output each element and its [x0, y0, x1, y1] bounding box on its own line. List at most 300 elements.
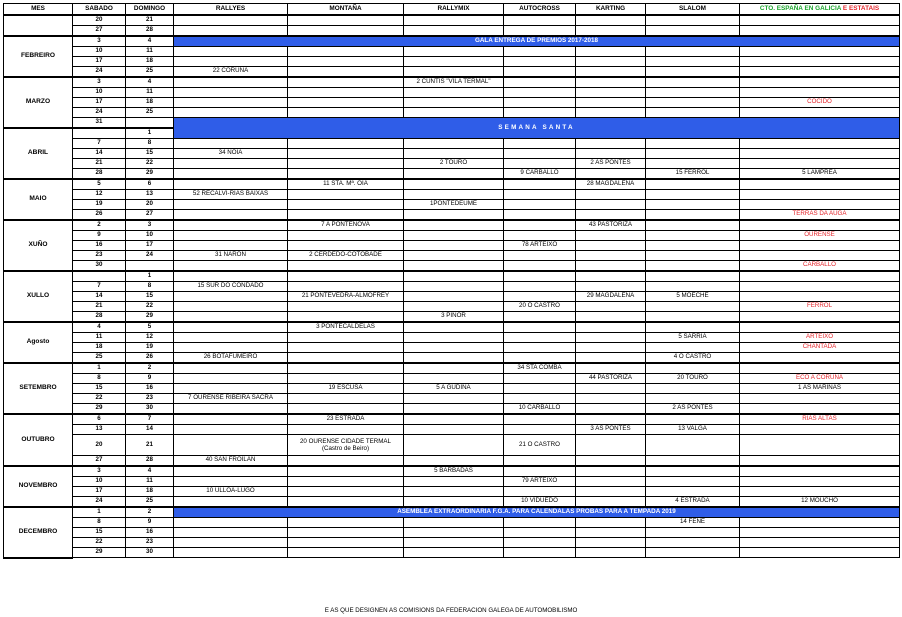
saturday-date: 15	[73, 384, 126, 394]
event-cell-rallyes	[174, 108, 288, 118]
table-row	[4, 98, 900, 108]
event-cell-rallymix	[404, 149, 504, 159]
event-cell-karting	[576, 251, 646, 261]
saturday-date: 21	[73, 302, 126, 312]
saturday-date	[73, 271, 126, 282]
event-cell-cto	[740, 466, 900, 477]
event-cell-montana	[288, 47, 404, 57]
event-cell-slalom	[646, 210, 740, 221]
event-cell-cto: ARTEIXO	[740, 333, 900, 343]
sunday-date: 14	[126, 425, 174, 435]
sunday-date: 4	[126, 466, 174, 477]
event-cell-karting	[576, 477, 646, 487]
event-cell-rallyes	[174, 404, 288, 415]
event-cell-slalom	[646, 15, 740, 26]
month-label	[4, 15, 73, 36]
sunday-date: 11	[126, 88, 174, 98]
event-cell-rallyes	[174, 159, 288, 169]
saturday-date: 17	[73, 98, 126, 108]
event-cell-autocross	[504, 374, 576, 384]
event-cell-montana: 23 ESTRADA	[288, 414, 404, 425]
sunday-date	[126, 118, 174, 129]
table-row	[4, 353, 900, 364]
event-cell-cto: RIAS ALTAS	[740, 414, 900, 425]
footer-note: E AS QUE DESIGNEN AS COMISIONS DA FEDERACION GALEGA DE AUTOMOBILISMO	[324, 607, 578, 614]
table-row	[4, 231, 900, 241]
table-row	[4, 425, 900, 435]
event-cell-cto	[740, 77, 900, 88]
event-cell-karting	[576, 15, 646, 26]
table-row	[4, 190, 900, 200]
event-cell-rallyes	[174, 271, 288, 282]
table-row	[4, 251, 900, 261]
saturday-date	[73, 128, 126, 139]
event-cell-rallymix	[404, 374, 504, 384]
month-label: DECEMBRO	[4, 507, 73, 558]
event-cell-slalom	[646, 179, 740, 190]
table-row	[4, 333, 900, 343]
event-cell-rallymix	[404, 528, 504, 538]
event-cell-montana	[288, 169, 404, 180]
event-cell-montana: 7 A PONTENOVA	[288, 220, 404, 231]
saturday-date: 10	[73, 47, 126, 57]
event-cell-rallymix	[404, 548, 504, 558]
event-cell-rallymix	[404, 57, 504, 67]
event-cell-cto: 5 LAMPREA	[740, 169, 900, 180]
header-cto-estatais: E ESTATAIS	[841, 4, 880, 12]
table-row	[4, 179, 900, 190]
header-sabado: SABADO	[73, 4, 126, 16]
table-row	[4, 466, 900, 477]
event-cell-karting: 29 MAGDALENA	[576, 292, 646, 302]
event-cell-autocross	[504, 261, 576, 272]
event-cell-montana	[288, 343, 404, 353]
event-cell-cto	[740, 353, 900, 364]
event-cell-rallyes	[174, 425, 288, 435]
saturday-date: 23	[73, 251, 126, 261]
event-cell-autocross	[504, 231, 576, 241]
event-cell-rallyes	[174, 57, 288, 67]
table-row	[4, 108, 900, 118]
event-cell-karting	[576, 88, 646, 98]
event-cell-montana	[288, 466, 404, 477]
event-cell-autocross	[504, 292, 576, 302]
event-cell-montana	[288, 394, 404, 404]
table-row	[4, 36, 900, 47]
sunday-date: 23	[126, 538, 174, 548]
sunday-date: 5	[126, 322, 174, 333]
event-cell-rallymix: 5 BARBADAS	[404, 466, 504, 477]
event-cell-autocross: 10 CARBALLO	[504, 404, 576, 415]
event-cell-autocross	[504, 108, 576, 118]
event-cell-slalom	[646, 322, 740, 333]
saturday-date: 8	[73, 518, 126, 528]
event-cell-rallymix	[404, 251, 504, 261]
event-cell-rallymix	[404, 241, 504, 251]
table-row	[4, 394, 900, 404]
event-cell-slalom	[646, 57, 740, 67]
event-cell-slalom	[646, 466, 740, 477]
sunday-date: 17	[126, 241, 174, 251]
sunday-date: 8	[126, 139, 174, 149]
event-cell-rallymix	[404, 363, 504, 374]
event-cell-montana	[288, 518, 404, 528]
event-cell-karting	[576, 435, 646, 456]
event-cell-cto	[740, 190, 900, 200]
event-cell-rallymix	[404, 518, 504, 528]
event-cell-rallymix	[404, 292, 504, 302]
event-cell-montana	[288, 139, 404, 149]
event-cell-rallyes	[174, 497, 288, 508]
event-cell-cto: FERROL	[740, 302, 900, 312]
event-cell-montana	[288, 77, 404, 88]
event-cell-autocross	[504, 179, 576, 190]
table-row	[4, 548, 900, 558]
event-cell-rallymix	[404, 425, 504, 435]
sunday-date: 23	[126, 394, 174, 404]
event-cell-rallyes	[174, 241, 288, 251]
event-cell-rallymix	[404, 394, 504, 404]
event-cell-rallymix	[404, 231, 504, 241]
saturday-date: 2	[73, 220, 126, 231]
sunday-date: 30	[126, 548, 174, 558]
table-row	[4, 384, 900, 394]
saturday-date: 1	[73, 363, 126, 374]
event-cell-karting	[576, 548, 646, 558]
sunday-date: 10	[126, 231, 174, 241]
saturday-date: 29	[73, 548, 126, 558]
table-row	[4, 271, 900, 282]
table-row	[4, 487, 900, 497]
sunday-date: 16	[126, 384, 174, 394]
event-cell-cto	[740, 292, 900, 302]
saturday-date: 7	[73, 282, 126, 292]
saturday-date: 11	[73, 333, 126, 343]
month-label: FEBREIRO	[4, 36, 73, 77]
event-cell-rallyes: 31 NARON	[174, 251, 288, 261]
event-cell-rallyes	[174, 322, 288, 333]
event-cell-rallyes	[174, 77, 288, 88]
event-cell-karting	[576, 200, 646, 210]
month-label: OUTUBRO	[4, 414, 73, 466]
event-cell-cto: 12 MOUCHO	[740, 497, 900, 508]
event-cell-montana	[288, 497, 404, 508]
event-cell-autocross	[504, 88, 576, 98]
event-cell-cto	[740, 271, 900, 282]
event-cell-autocross	[504, 312, 576, 323]
month-label: MARZO	[4, 77, 73, 128]
header-rallyes: RALLYES	[174, 4, 288, 16]
event-cell-montana	[288, 302, 404, 312]
event-cell-autocross	[504, 282, 576, 292]
event-cell-karting	[576, 108, 646, 118]
event-cell-rallymix	[404, 333, 504, 343]
saturday-date: 10	[73, 477, 126, 487]
event-cell-montana	[288, 15, 404, 26]
sunday-date: 13	[126, 190, 174, 200]
event-cell-autocross: 10 VIDUEDO	[504, 497, 576, 508]
event-cell-rallymix	[404, 47, 504, 57]
table-row	[4, 149, 900, 159]
event-cell-slalom	[646, 159, 740, 169]
event-cell-cto: 1 AS MARIÑAS	[740, 384, 900, 394]
event-cell-rallyes	[174, 169, 288, 180]
sunday-date: 29	[126, 169, 174, 180]
saturday-date: 28	[73, 169, 126, 180]
event-cell-autocross	[504, 251, 576, 261]
event-cell-autocross	[504, 538, 576, 548]
event-cell-rallymix	[404, 108, 504, 118]
event-cell-rallymix	[404, 477, 504, 487]
event-cell-karting	[576, 414, 646, 425]
event-cell-slalom	[646, 282, 740, 292]
event-cell-rallyes: 22 CORUÑA	[174, 67, 288, 78]
event-cell-karting	[576, 282, 646, 292]
event-cell-rallyes	[174, 220, 288, 231]
sunday-date: 15	[126, 149, 174, 159]
event-cell-montana	[288, 149, 404, 159]
event-cell-cto	[740, 108, 900, 118]
table-row	[4, 169, 900, 180]
event-cell-montana: 3 PONTECALDELAS	[288, 322, 404, 333]
table-row	[4, 322, 900, 333]
saturday-date: 24	[73, 497, 126, 508]
saturday-date: 13	[73, 425, 126, 435]
event-cell-montana	[288, 159, 404, 169]
event-cell-cto	[740, 435, 900, 456]
event-cell-autocross: 21 O CASTRO	[504, 435, 576, 456]
event-cell-cto	[740, 220, 900, 231]
table-row	[4, 261, 900, 272]
event-cell-karting	[576, 231, 646, 241]
event-cell-autocross	[504, 98, 576, 108]
event-cell-montana	[288, 108, 404, 118]
event-cell-autocross	[504, 487, 576, 497]
sunday-date: 4	[126, 77, 174, 88]
event-cell-karting	[576, 149, 646, 159]
event-cell-autocross	[504, 200, 576, 210]
month-label: NOVEMBRO	[4, 466, 73, 507]
event-cell-rallyes	[174, 414, 288, 425]
table-row	[4, 67, 900, 78]
event-cell-karting	[576, 466, 646, 477]
sunday-date: 28	[126, 456, 174, 467]
event-cell-cto	[740, 538, 900, 548]
saturday-date: 30	[73, 261, 126, 272]
event-cell-montana	[288, 528, 404, 538]
event-cell-rallyes	[174, 98, 288, 108]
event-cell-rallyes	[174, 231, 288, 241]
event-banner: GALA ENTREGA DE PREMIOS 2017-2018	[174, 36, 900, 47]
event-cell-cto	[740, 139, 900, 149]
saturday-date: 24	[73, 67, 126, 78]
event-cell-autocross	[504, 149, 576, 159]
saturday-date: 14	[73, 149, 126, 159]
event-cell-slalom: 5 SARRIA	[646, 333, 740, 343]
event-cell-karting	[576, 404, 646, 415]
event-cell-montana	[288, 88, 404, 98]
table-row	[4, 118, 900, 129]
event-cell-karting	[576, 26, 646, 37]
sunday-date: 25	[126, 497, 174, 508]
event-cell-montana: 2 CERDEDO-COTOBADE	[288, 251, 404, 261]
table-row	[4, 241, 900, 251]
event-cell-autocross	[504, 466, 576, 477]
header-rallymix: RALLYMIX	[404, 4, 504, 16]
event-cell-slalom	[646, 487, 740, 497]
event-cell-rallyes	[174, 292, 288, 302]
saturday-date: 27	[73, 456, 126, 467]
event-cell-cto	[740, 282, 900, 292]
event-cell-karting: 28 MAGDALENA	[576, 179, 646, 190]
saturday-date: 5	[73, 179, 126, 190]
event-cell-karting: 3 AS PONTES	[576, 425, 646, 435]
table-row	[4, 57, 900, 67]
event-cell-montana	[288, 374, 404, 384]
table-row	[4, 404, 900, 415]
table-row	[4, 414, 900, 425]
event-location: (Castro de Beiro)	[321, 445, 370, 452]
sunday-date: 27	[126, 210, 174, 221]
header-cto-spain: CTO. ESPAÑA EN GALICIA	[759, 4, 842, 12]
header-cto	[740, 4, 900, 16]
event-cell-rallyes	[174, 15, 288, 26]
event-cell-rallyes: 26 BOTAFUMEIRO	[174, 353, 288, 364]
event-cell-montana: 11 STA. Mª. OIA	[288, 179, 404, 190]
event-cell-karting	[576, 343, 646, 353]
event-cell-karting	[576, 538, 646, 548]
saturday-date: 19	[73, 200, 126, 210]
event-cell-montana	[288, 456, 404, 467]
event-cell-slalom	[646, 343, 740, 353]
saturday-date: 18	[73, 343, 126, 353]
event-cell-rallymix	[404, 282, 504, 292]
event-cell-montana	[288, 333, 404, 343]
sunday-date: 20	[126, 200, 174, 210]
sunday-date: 25	[126, 67, 174, 78]
event-cell-autocross	[504, 548, 576, 558]
event-cell-rallymix	[404, 179, 504, 190]
saturday-date: 6	[73, 414, 126, 425]
event-cell-slalom: 2 AS PONTES	[646, 404, 740, 415]
event-cell-rallyes	[174, 210, 288, 221]
event-cell-montana	[288, 477, 404, 487]
event-cell-autocross	[504, 57, 576, 67]
event-cell-montana	[288, 487, 404, 497]
event-cell-cto	[740, 312, 900, 323]
table-row	[4, 456, 900, 467]
event-cell-rallymix	[404, 169, 504, 180]
saturday-date: 10	[73, 88, 126, 98]
saturday-date: 12	[73, 190, 126, 200]
event-cell-karting	[576, 139, 646, 149]
event-cell-cto	[740, 251, 900, 261]
sunday-date: 8	[126, 282, 174, 292]
event-cell-karting	[576, 190, 646, 200]
event-cell-karting	[576, 384, 646, 394]
event-cell-montana	[288, 57, 404, 67]
event-cell-rallyes	[174, 518, 288, 528]
event-cell-montana	[288, 271, 404, 282]
event-cell-cto	[740, 149, 900, 159]
event-cell-karting	[576, 394, 646, 404]
sunday-date: 1	[126, 271, 174, 282]
event-cell-montana	[288, 353, 404, 364]
event-cell-rallyes	[174, 26, 288, 37]
event-cell-autocross: 34 STA COMBA	[504, 363, 576, 374]
month-label: MAIO	[4, 179, 73, 220]
event-cell-autocross: 78 ARTEIXO	[504, 241, 576, 251]
event-cell-slalom	[646, 251, 740, 261]
event-cell-rallyes: 15 SUR DO CONDADO	[174, 282, 288, 292]
event-cell-cto	[740, 57, 900, 67]
saturday-date: 9	[73, 231, 126, 241]
event-cell-rallyes	[174, 435, 288, 456]
event-cell-rallyes	[174, 343, 288, 353]
event-cell-rallyes: 52 RECALVI-RIAS BAIXAS	[174, 190, 288, 200]
sunday-date: 15	[126, 292, 174, 302]
sunday-date: 7	[126, 414, 174, 425]
table-row	[4, 518, 900, 528]
event-cell-cto	[740, 200, 900, 210]
event-cell-slalom	[646, 88, 740, 98]
event-cell-karting	[576, 363, 646, 374]
event-cell-autocross	[504, 67, 576, 78]
event-cell-autocross	[504, 414, 576, 425]
sunday-date: 2	[126, 363, 174, 374]
event-cell-rallyes: 34 NOIA	[174, 149, 288, 159]
event-cell-slalom: 5 MOECHE	[646, 292, 740, 302]
sunday-date: 4	[126, 36, 174, 47]
month-label: XUÑO	[4, 220, 73, 271]
calendar-table	[3, 3, 900, 559]
event-cell-autocross: 9 CARBALLO	[504, 169, 576, 180]
event-cell-rallymix: 5 A GUDIÑA	[404, 384, 504, 394]
table-header	[4, 4, 900, 16]
table-row	[4, 139, 900, 149]
sunday-date: 21	[126, 435, 174, 456]
sunday-date: 9	[126, 374, 174, 384]
event-cell-cto	[740, 88, 900, 98]
saturday-date: 14	[73, 292, 126, 302]
saturday-date: 3	[73, 77, 126, 88]
event-cell-cto	[740, 322, 900, 333]
sunday-date: 16	[126, 528, 174, 538]
event-cell-autocross	[504, 322, 576, 333]
event-cell-rallymix	[404, 98, 504, 108]
event-cell-autocross	[504, 343, 576, 353]
event-cell-rallyes	[174, 139, 288, 149]
event-banner: ASEMBLEA EXTRAORDINARIA F.G.A. PARA CALENDALAS PROBAS PARA A TEMPADA 2019	[174, 507, 900, 518]
event-cell-slalom: 4 O CASTRO	[646, 353, 740, 364]
event-cell-montana	[288, 538, 404, 548]
table-row	[4, 497, 900, 508]
sunday-date: 18	[126, 57, 174, 67]
event-cell-rallyes	[174, 528, 288, 538]
event-cell-rallymix	[404, 456, 504, 467]
event-cell-karting	[576, 518, 646, 528]
event-cell-rallyes	[174, 374, 288, 384]
sunday-date: 30	[126, 404, 174, 415]
event-cell-rallyes	[174, 261, 288, 272]
event-cell-montana	[288, 200, 404, 210]
event-cell-karting	[576, 312, 646, 323]
table-row	[4, 159, 900, 169]
event-cell-karting	[576, 261, 646, 272]
sunday-date: 22	[126, 302, 174, 312]
event-cell-slalom	[646, 548, 740, 558]
table-row	[4, 302, 900, 312]
